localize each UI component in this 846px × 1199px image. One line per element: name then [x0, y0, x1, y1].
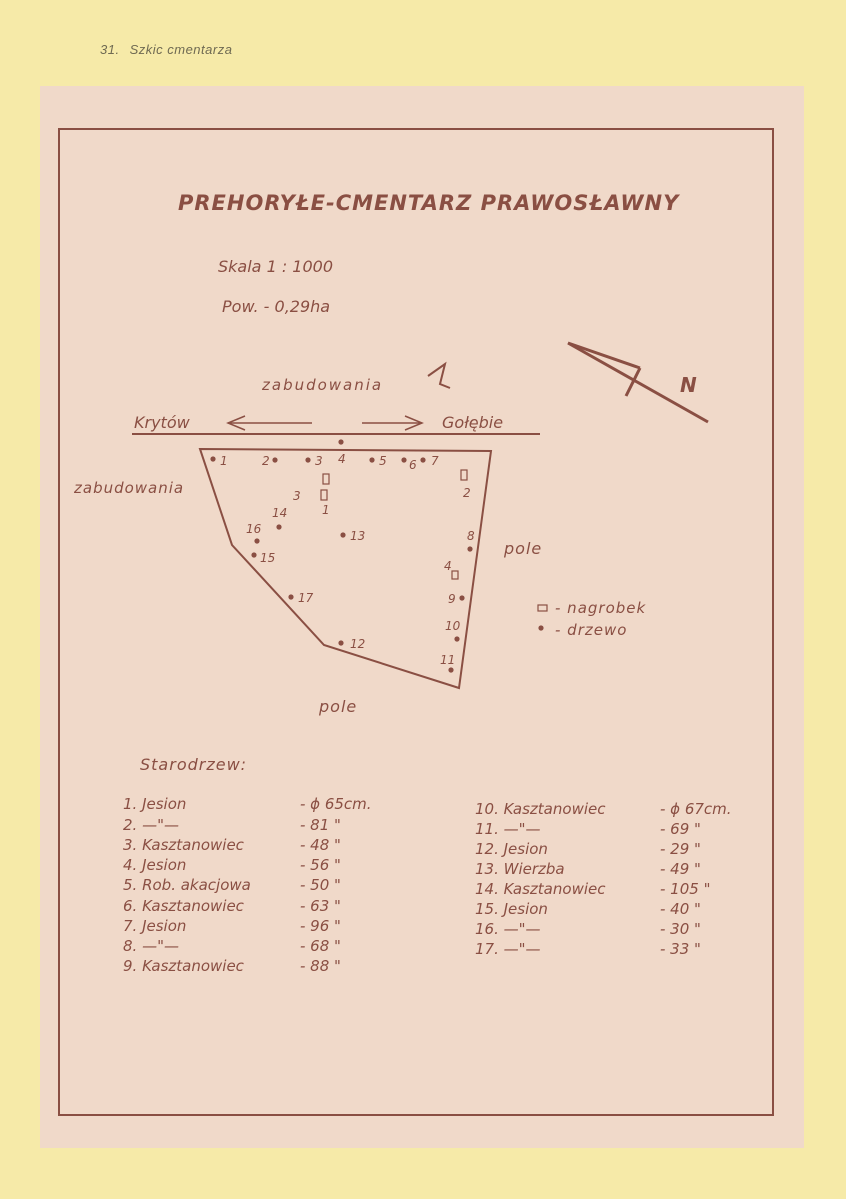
list-item: [123, 836, 244, 854]
legend-grave-label: - nagrobek: [555, 599, 647, 617]
list-diameter: - 30 ": [660, 920, 701, 938]
list-diameter: - 88 ": [300, 957, 341, 975]
grave-legend-icon: [538, 605, 547, 611]
list-diameter: - 56 ": [300, 856, 341, 874]
list-diameter: - ϕ 67cm.: [660, 800, 732, 818]
map-scale: Skala 1 : 1000: [218, 257, 334, 276]
tree-name: 7. Jesion: [123, 917, 187, 935]
list-item: [123, 917, 186, 935]
list-item: [123, 795, 186, 813]
tree-name: 2. —"—: [123, 816, 179, 834]
grave-marker: [323, 474, 329, 484]
tree-name: 9. Kasztanowiec: [123, 957, 244, 975]
tree-name: 3. Kasztanowiec: [123, 836, 244, 854]
list-diameter: - 49 ": [660, 860, 701, 878]
list-diameter: - 81 ": [300, 816, 341, 834]
list-item: 13. Wierzba: [475, 860, 565, 878]
tree-number: 6: [409, 458, 417, 472]
grave-number: 3: [293, 489, 301, 503]
caption-number: 31.: [100, 42, 120, 57]
tree-marker: [369, 457, 374, 462]
grave-marker: [321, 490, 327, 500]
label-krytow: Krytów: [134, 413, 190, 432]
tree-number: 17: [298, 591, 314, 605]
tree-marker: [401, 457, 406, 462]
tree-name: 4. Jesion: [123, 856, 187, 874]
tree-marker: [467, 546, 472, 551]
list-item: [123, 897, 244, 915]
tree-number: 7: [431, 454, 439, 468]
list-diameter: - 96 ": [300, 917, 341, 935]
list-diameter: - 40 ": [660, 900, 701, 918]
list-heading: Starodrzew:: [140, 755, 248, 774]
tree-marker: [272, 457, 277, 462]
tree-number: 8: [467, 529, 475, 543]
tree-marker: [448, 667, 453, 672]
tree-marker: [459, 595, 464, 600]
tree-number: 10: [445, 619, 461, 633]
tree-marker: [276, 524, 281, 529]
tree-number: 11: [440, 653, 456, 667]
list-diameter: - 48 ": [300, 836, 341, 854]
tree-number: 14: [272, 506, 288, 520]
list-item: 17. —"—: [475, 940, 541, 958]
north-label: N: [680, 373, 697, 397]
list-diameter: - 29 ": [660, 840, 701, 858]
list-diameter: - 105 ": [660, 880, 711, 898]
list-diameter: - ϕ 65cm.: [300, 795, 372, 813]
tree-number: 15: [260, 551, 276, 565]
tree-number: 9: [448, 592, 456, 606]
legend-tree-label: - drzewo: [555, 621, 628, 639]
tree-name: 8. —"—: [123, 937, 179, 955]
list-item: 14. Kasztanowiec: [475, 880, 606, 898]
list-diameter: - 63 ": [300, 897, 341, 915]
grave-number: 4: [444, 559, 452, 573]
tree-marker: [420, 457, 425, 462]
tree-number: 12: [350, 637, 366, 651]
list-item: [123, 856, 186, 874]
grave-number: 1: [322, 503, 330, 517]
list-item: 11. —"—: [475, 820, 541, 838]
list-diameter: - 69 ": [660, 820, 701, 838]
grave-marker: [452, 571, 458, 579]
tree-marker: [251, 552, 256, 557]
tree-marker: [340, 532, 345, 537]
tree-marker: [338, 640, 343, 645]
grave-marker: [461, 470, 467, 480]
list-item: [123, 937, 179, 955]
cross-mark-icon: [428, 364, 450, 388]
arrow-left-icon: [228, 416, 312, 430]
map-area: Pow. - 0,29ha: [222, 297, 331, 316]
list-item: 16. —"—: [475, 920, 541, 938]
label-zabudowania-top: zabudowania: [262, 376, 384, 394]
label-pole-bottom: pole: [319, 697, 358, 716]
tree-number: 16: [246, 522, 262, 536]
list-item: [123, 957, 244, 975]
tree-marker: [305, 457, 310, 462]
grave-number: 2: [463, 486, 471, 500]
list-diameter: - 33 ": [660, 940, 701, 958]
caption-text: Szkic cmentarza: [129, 42, 233, 57]
list-item: 15. Jesion: [475, 900, 548, 918]
tree-marker: [254, 538, 259, 543]
tree-number: 13: [350, 529, 366, 543]
tree-number: 3: [315, 454, 323, 468]
list-diameter: - 50 ": [300, 876, 341, 894]
list-item: [123, 816, 179, 834]
list-diameter: - 68 ": [300, 937, 341, 955]
tree-legend-icon: [538, 625, 543, 630]
tree-number: 5: [379, 454, 387, 468]
label-pole-right: pole: [504, 539, 543, 558]
tree-name: 6. Kasztanowiec: [123, 897, 244, 915]
list-item: 10. Kasztanowiec: [475, 800, 606, 818]
tree-marker: [454, 636, 459, 641]
map-title: PREHORYŁE-CMENTARZ PRAWOSŁAWNY: [178, 191, 680, 215]
label-zabudowania-left: zabudowania: [74, 479, 185, 497]
label-golebie: Gołębie: [442, 413, 504, 432]
tree-number: 4: [338, 452, 346, 466]
tree-marker: [288, 594, 293, 599]
arrow-right-icon: [362, 416, 422, 430]
tree-name: 5. Rob. akacjowa: [123, 876, 251, 894]
tree-marker: [338, 439, 343, 444]
tree-number: 1: [220, 454, 228, 468]
tree-name: 1. Jesion: [123, 795, 187, 813]
list-item: 12. Jesion: [475, 840, 548, 858]
tree-number: 2: [262, 454, 270, 468]
list-item: [123, 876, 251, 894]
tree-marker: [210, 456, 215, 461]
